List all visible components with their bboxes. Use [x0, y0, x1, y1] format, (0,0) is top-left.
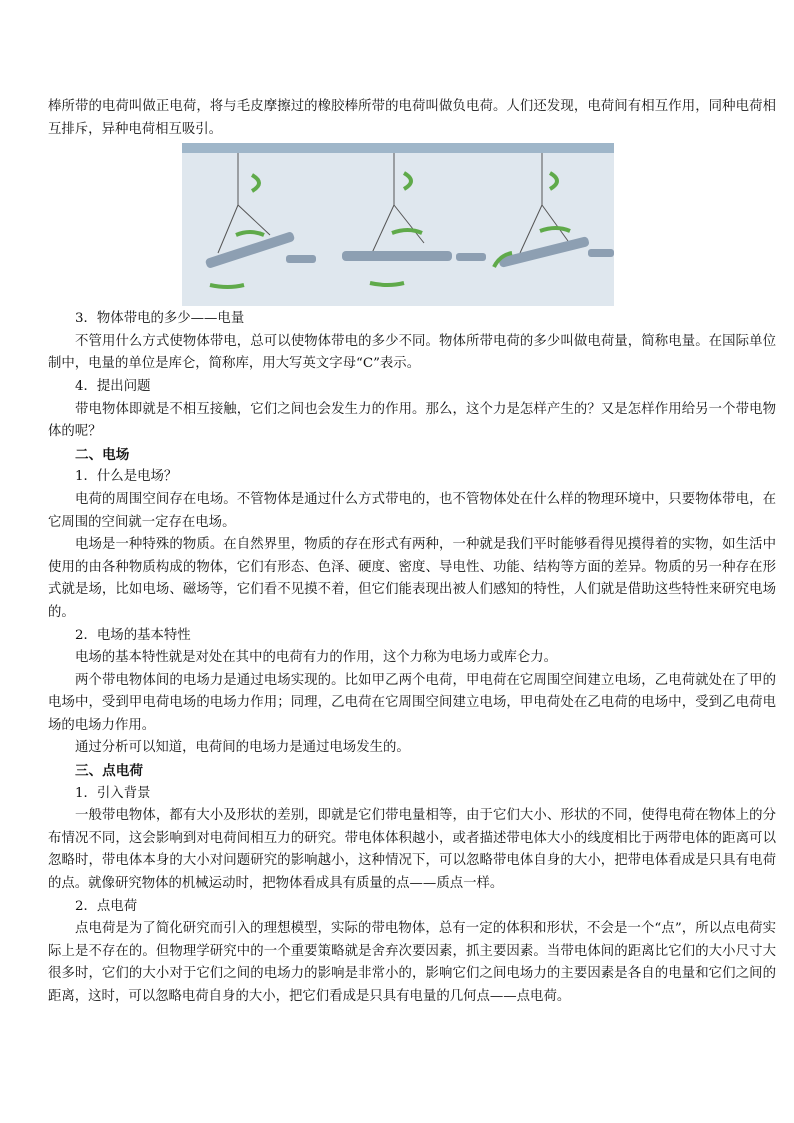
section-2-1-paragraph-2: 电场是一种特殊的物质。在自然界里，物质的存在形式有两种，一种就是我们平时能够看得见摸得着的实物，如生活中使用的由各种物质构成的物体，它们有形态、色泽、硬度、密度、导电性、功能、结构等方面的差异。物质的另一种存在形式就是场，比如电场、磁场等，它们看不见摸不着，但它们能表现出被人们感知的特性，人们就是借助这些特性来研究电场的。	[48, 537, 776, 620]
section-2-1-paragraph-1: 电荷的周围空间存在电场。不管物体是通过什么方式带电的，也不管物体处在什么样的物理环境中，只要物体带电，在它周围的空间就一定存在电场。	[48, 491, 776, 530]
section-3-2-paragraph: 点电荷是为了简化研究而引入的理想模型，实际的带电物体，总有一定的体积和形状，不会是一个“点”，所以点电荷实际上是不存在的。但物理学研究中的一个重要策略就是舍弃次要因素，抓主要因素。当带电体间的距离比它们的大小尺寸大很多时，它们的大小对于它们之间的电场力的影响是非常小的，影响它们之间电场力的主要因素是各自的电量和它们之间的距离，这时，可以忽略电荷自身的大小，把它们看成是只具有电量的几何点——点电荷。	[48, 921, 776, 1004]
section-3-1-paragraph: 一般带电物体，都有大小及形状的差别，即就是它们带电量相等，由于它们大小、形状的不同，使得电荷在物体上的分布情况不同，这会影响到对电荷间相互力的研究。带电体体积越小，或者描述带电体大小的线度相比于两带电体的距离可以忽略时，带电体本身的大小对问题研究的影响越小，这种情况下，可以忽略带电体自身的大小，把带电体看成是只具有电荷的点。就像研究物体的机械运动时，把物体看成具有质量的点——质点一样。	[48, 808, 776, 892]
subsection-4-title: 4．提出问题	[75, 378, 151, 394]
subsection-4-body: 带电物体即就是不相互接触，它们之间也会发生力的作用。那么，这个力是怎样产生的？又是怎样作用给另一个带电物体的呢？	[48, 401, 776, 440]
section-3-2-title: 2．点电荷	[75, 898, 138, 914]
section-2-2-paragraph-1: 电场的基本特性就是对处在其中的电荷有力的作用，这个力称为电场力或库仑力。	[75, 650, 558, 666]
subsection-3-body: 不管用什么方式使物体带电，总可以使物体带电的多少不同。物体所带电荷的多少叫做电荷量，简称电量。在国际单位制中，电量的单位是库仑，简称库，用大写英文字母“C”表示。	[48, 333, 776, 372]
section-3-title: 三、点电荷	[75, 763, 143, 780]
section-2-2-title: 2．电场的基本特性	[75, 627, 191, 643]
section-2-2-paragraph-3: 通过分析可以知道，电荷间的电场力是通过电场发生的。	[75, 740, 410, 756]
section-3-1-title: 1．引入背景	[75, 785, 151, 801]
section-2-2-paragraph-2: 两个带电物体间的电场力是通过电场实现的。比如甲乙两个电荷，甲电荷在它周围空间建立电场，乙电荷就处在了甲的电场中，受到甲电荷电场的电场力作用；同理，乙电荷在它周围空间建立电场，甲电荷处在乙电荷的电场中，受到乙电荷电场的电场力作用。	[48, 672, 776, 733]
document-page	[48, 96, 776, 1009]
section-2-1-title: 1．什么是电场？	[75, 469, 178, 485]
intro-paragraph: 棒所带的电荷叫做正电荷，将与毛皮摩擦过的橡胶棒所带的电荷叫做负电荷。人们还发现，电荷间有相互作用，同种电荷相互排斥，异种电荷相互吸引。	[48, 99, 776, 137]
section-2-title: 二、电场	[75, 446, 130, 463]
subsection-3-title: 3．物体带电的多少——电量	[75, 311, 245, 327]
charge-interaction-figure	[182, 143, 614, 306]
